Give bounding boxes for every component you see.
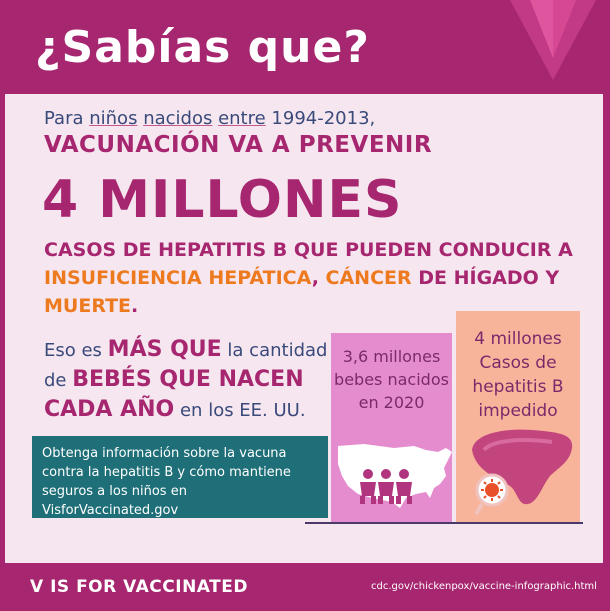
virus-icon xyxy=(476,475,507,514)
compare-t2: la cantidad de xyxy=(44,340,328,391)
headline-vaccination: VACUNACIÓN VA A PREVENIR xyxy=(44,132,433,158)
intro-text xyxy=(44,108,375,129)
bar2-line3: hepatitis B xyxy=(472,377,564,397)
intro-word-ninos: niños xyxy=(89,108,138,129)
cases-part1: CASOS DE HEPATITIS B QUE PUEDEN CONDUCIR A xyxy=(44,239,573,261)
intro-word-entre: entre xyxy=(218,108,266,129)
info-box: Obtenga información sobre la vacuna contra la hepatitis B y cómo mantiene seguros a los niños en VisforVaccinated.gov xyxy=(32,436,328,518)
intro-prefix: Para xyxy=(44,108,90,129)
page-title: ¿Sabías que? xyxy=(35,22,370,73)
compare-t3: en los EE. UU. xyxy=(174,400,306,421)
intro-years: 1994-2013, xyxy=(265,108,376,129)
chart-baseline xyxy=(305,522,583,524)
intro-word-nacidos: nacidos xyxy=(143,108,213,129)
bar1-value: 3,6 millones xyxy=(342,347,441,366)
bar1-line2: bebes nacidos xyxy=(334,370,449,389)
compare-babies: BEBÉS QUE NACEN CADA AÑO xyxy=(44,367,304,422)
compare-t1: Eso es xyxy=(44,340,108,361)
bar2-line2: Casos de xyxy=(479,353,557,373)
cases-part2: DE HÍGADO Y xyxy=(411,267,560,289)
bar2-value: 4 millones xyxy=(474,329,562,349)
bar2-line4: impedido xyxy=(478,401,558,421)
headline-big-number: 4 MILLONES xyxy=(42,170,403,230)
compare-more-than: MÁS QUE xyxy=(107,337,222,362)
comparison-text xyxy=(44,335,329,425)
footer-url[interactable]: cdc.gov/chickenpox/vaccine-infographic.html xyxy=(371,581,597,592)
usa-map-icon xyxy=(334,438,456,518)
footer-brand: V IS FOR VACCINATED xyxy=(30,577,248,597)
bar1-line3: en 2020 xyxy=(358,393,425,412)
v-logo-icon xyxy=(510,0,596,80)
cases-highlight-death: MUERTE xyxy=(44,295,132,317)
cases-sep: , xyxy=(311,267,326,289)
cases-text xyxy=(44,236,604,320)
cases-highlight-liver-failure: INSUFICIENCIA HEPÁTICA xyxy=(44,267,312,289)
cases-highlight-cancer: CÁNCER xyxy=(325,267,412,289)
liver-icon xyxy=(462,420,578,520)
cases-end: . xyxy=(131,295,139,317)
